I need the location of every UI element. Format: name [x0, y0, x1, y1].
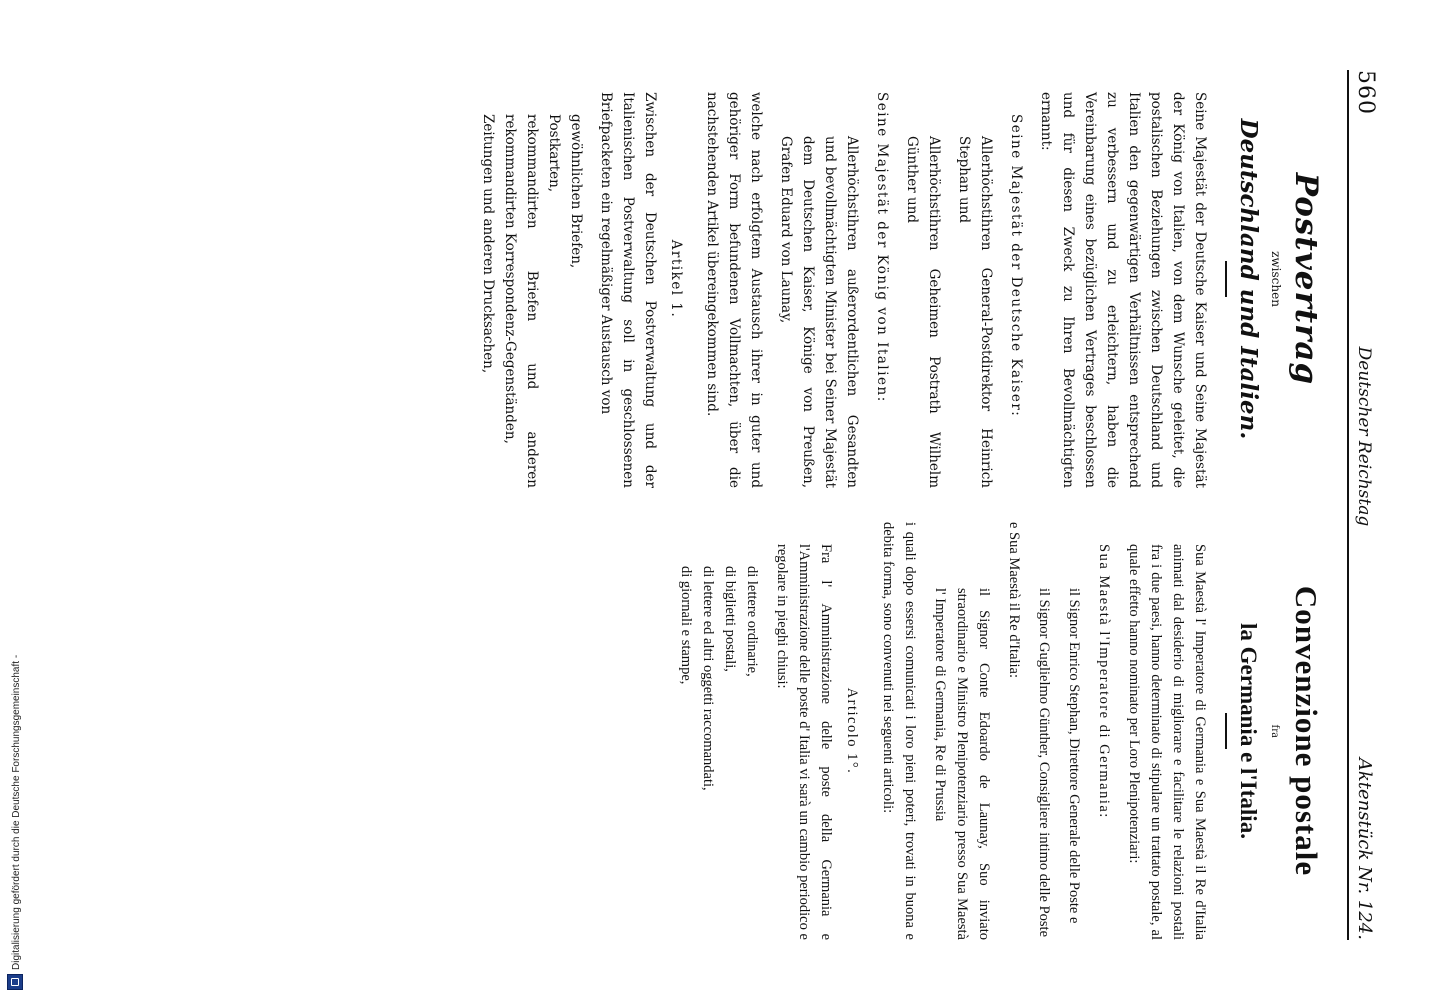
italian-list-item: di giornali e stampe,	[678, 566, 694, 685]
german-between: zwischen	[1269, 251, 1283, 307]
italian-title: Convenzione postale	[1289, 585, 1324, 877]
german-list-item: gewöhnlichen Briefen,	[568, 114, 584, 269]
italian-plenipotentiary-1a: il Signor Enrico Stephan, Direttore Generale delle Poste e	[1066, 588, 1082, 924]
german-list-item: Postkarten,	[546, 114, 562, 193]
document-reference: Aktenstück Nr. 124.	[1354, 757, 1375, 940]
dfg-logo-icon	[7, 974, 23, 990]
german-column	[477, 70, 1324, 488]
german-article-text: Zwischen der Deutschen Postverwaltung und der Italienischen Postverwaltung soll in geschlossenen Briefpacketen ein regelmäßiger Austausch von	[598, 92, 658, 488]
italian-list-item: di lettere ordinarie,	[744, 566, 760, 677]
german-closing: welche nach erfolgtem Austausch ihrer in guter und gehöriger Form befundenen Vollmachten, über die nachstehenden Artikel übereingekommen sind.	[704, 92, 764, 488]
italian-article-text: Fra l' Amministrazione delle poste della Germania e l'Amministrazione delle poste d' Italia vi sarà un cambio periodico e regolare in pieghi chiusi:	[774, 544, 834, 940]
italian-list-item: di lettere ed altri oggetti raccomandati,	[700, 566, 716, 791]
digitization-note: Digitalisierung gefördert durch die Deutsche Forschungsgemeinschaft -	[11, 654, 22, 970]
digitization-footer	[4, 594, 24, 994]
italian-countries: la Germania e l'Italia.	[1236, 623, 1261, 839]
italian-column	[477, 522, 1324, 940]
german-preamble: Seine Majestät der Deutsche Kaiser und Seine Majestät der König von Italien, von dem Wunsche geleitet, die postalischen Beziehungen zwischen Deutschland und Italien den gegenwärtigen Verhältnissen entsprechend zu verbessern und zu erleichtern, haben die Vereinbarung eines bezüglichen Vertrages beschlossen und für diesen Zweck zu Ihren Bevollmächtigten ernannt:	[1038, 92, 1208, 488]
german-title: Postvertrag	[1288, 172, 1324, 386]
german-plenipotentiary-1a: Allerhöchstihren General-Postdirektor Heinrich Stephan und	[956, 136, 994, 488]
italian-closing: i quali dopo essersi comunicati i loro pieni poteri, trovati in buona e debita forma, sono convenuti nei seguenti articoli:	[880, 522, 918, 940]
german-plenipotentiary-1b: Allerhöchstihren Geheimen Postrath Wilhelm Günther und	[904, 136, 942, 488]
german-plenipotentiary-2a: Allerhöchstihren außerordentlichen Gesandten und bevollmächtigten Minister bei Seiner Majestät dem Deutschen Kaiser, Könige von Preußen, Grafen Eduard von Launay,	[778, 136, 860, 488]
title-divider	[1225, 713, 1227, 749]
italian-between: fra	[1269, 724, 1283, 738]
running-header	[1347, 70, 1378, 940]
german-article-heading: Artikel 1.	[668, 239, 684, 319]
german-list-item: Zeitungen und anderen Drucksachen,	[480, 114, 496, 374]
italian-plenipotentiary-intro-2: e Sua Maestà il Re d'Italia:	[1006, 522, 1022, 679]
italian-plenipotentiary-1b: il Signor Guglielmo Günther, Consigliere intimo delle Poste	[1036, 588, 1052, 937]
title-divider	[1225, 261, 1227, 297]
page-number: 560	[1353, 70, 1378, 115]
italian-list-item: di biglietti postali,	[722, 566, 738, 672]
german-list-item: rekommandirten Briefen und anderen rekommandirten Korrespondenz-Gegenständen,	[502, 114, 540, 488]
publication-title: Deutscher Reichstag	[1354, 346, 1374, 527]
italian-plenipotentiary-intro-1: Sua Maestà l'Imperatore di Germania:	[1096, 544, 1112, 819]
german-plenipotentiary-intro-2: Seine Majestät der König von Italien:	[874, 92, 890, 403]
italian-plenipotentiary-2a: il Signor Conte Edoardo de Launay, Suo inviato straordinario e Ministro Plenipotenziario presso Sua Maestà l' Imperatore di Germania, Re di Prussia	[932, 588, 992, 940]
italian-preamble: Sua Maestà l' Imperatore di Germania e Sua Maestà il Re d'Italia animati dal desiderio di migliorare e facilitare le relazioni postali fra i due paesi, hanno determinato di stipulare un trattato postale, al quale effetto hanno nominato per Loro Plenipotenziari:	[1126, 544, 1208, 940]
german-countries: Deutschland und Italien.	[1235, 118, 1262, 440]
german-plenipotentiary-intro-1: Seine Majestät der Deutsche Kaiser:	[1008, 114, 1024, 418]
italian-article-heading: Articolo 1°.	[844, 687, 860, 775]
